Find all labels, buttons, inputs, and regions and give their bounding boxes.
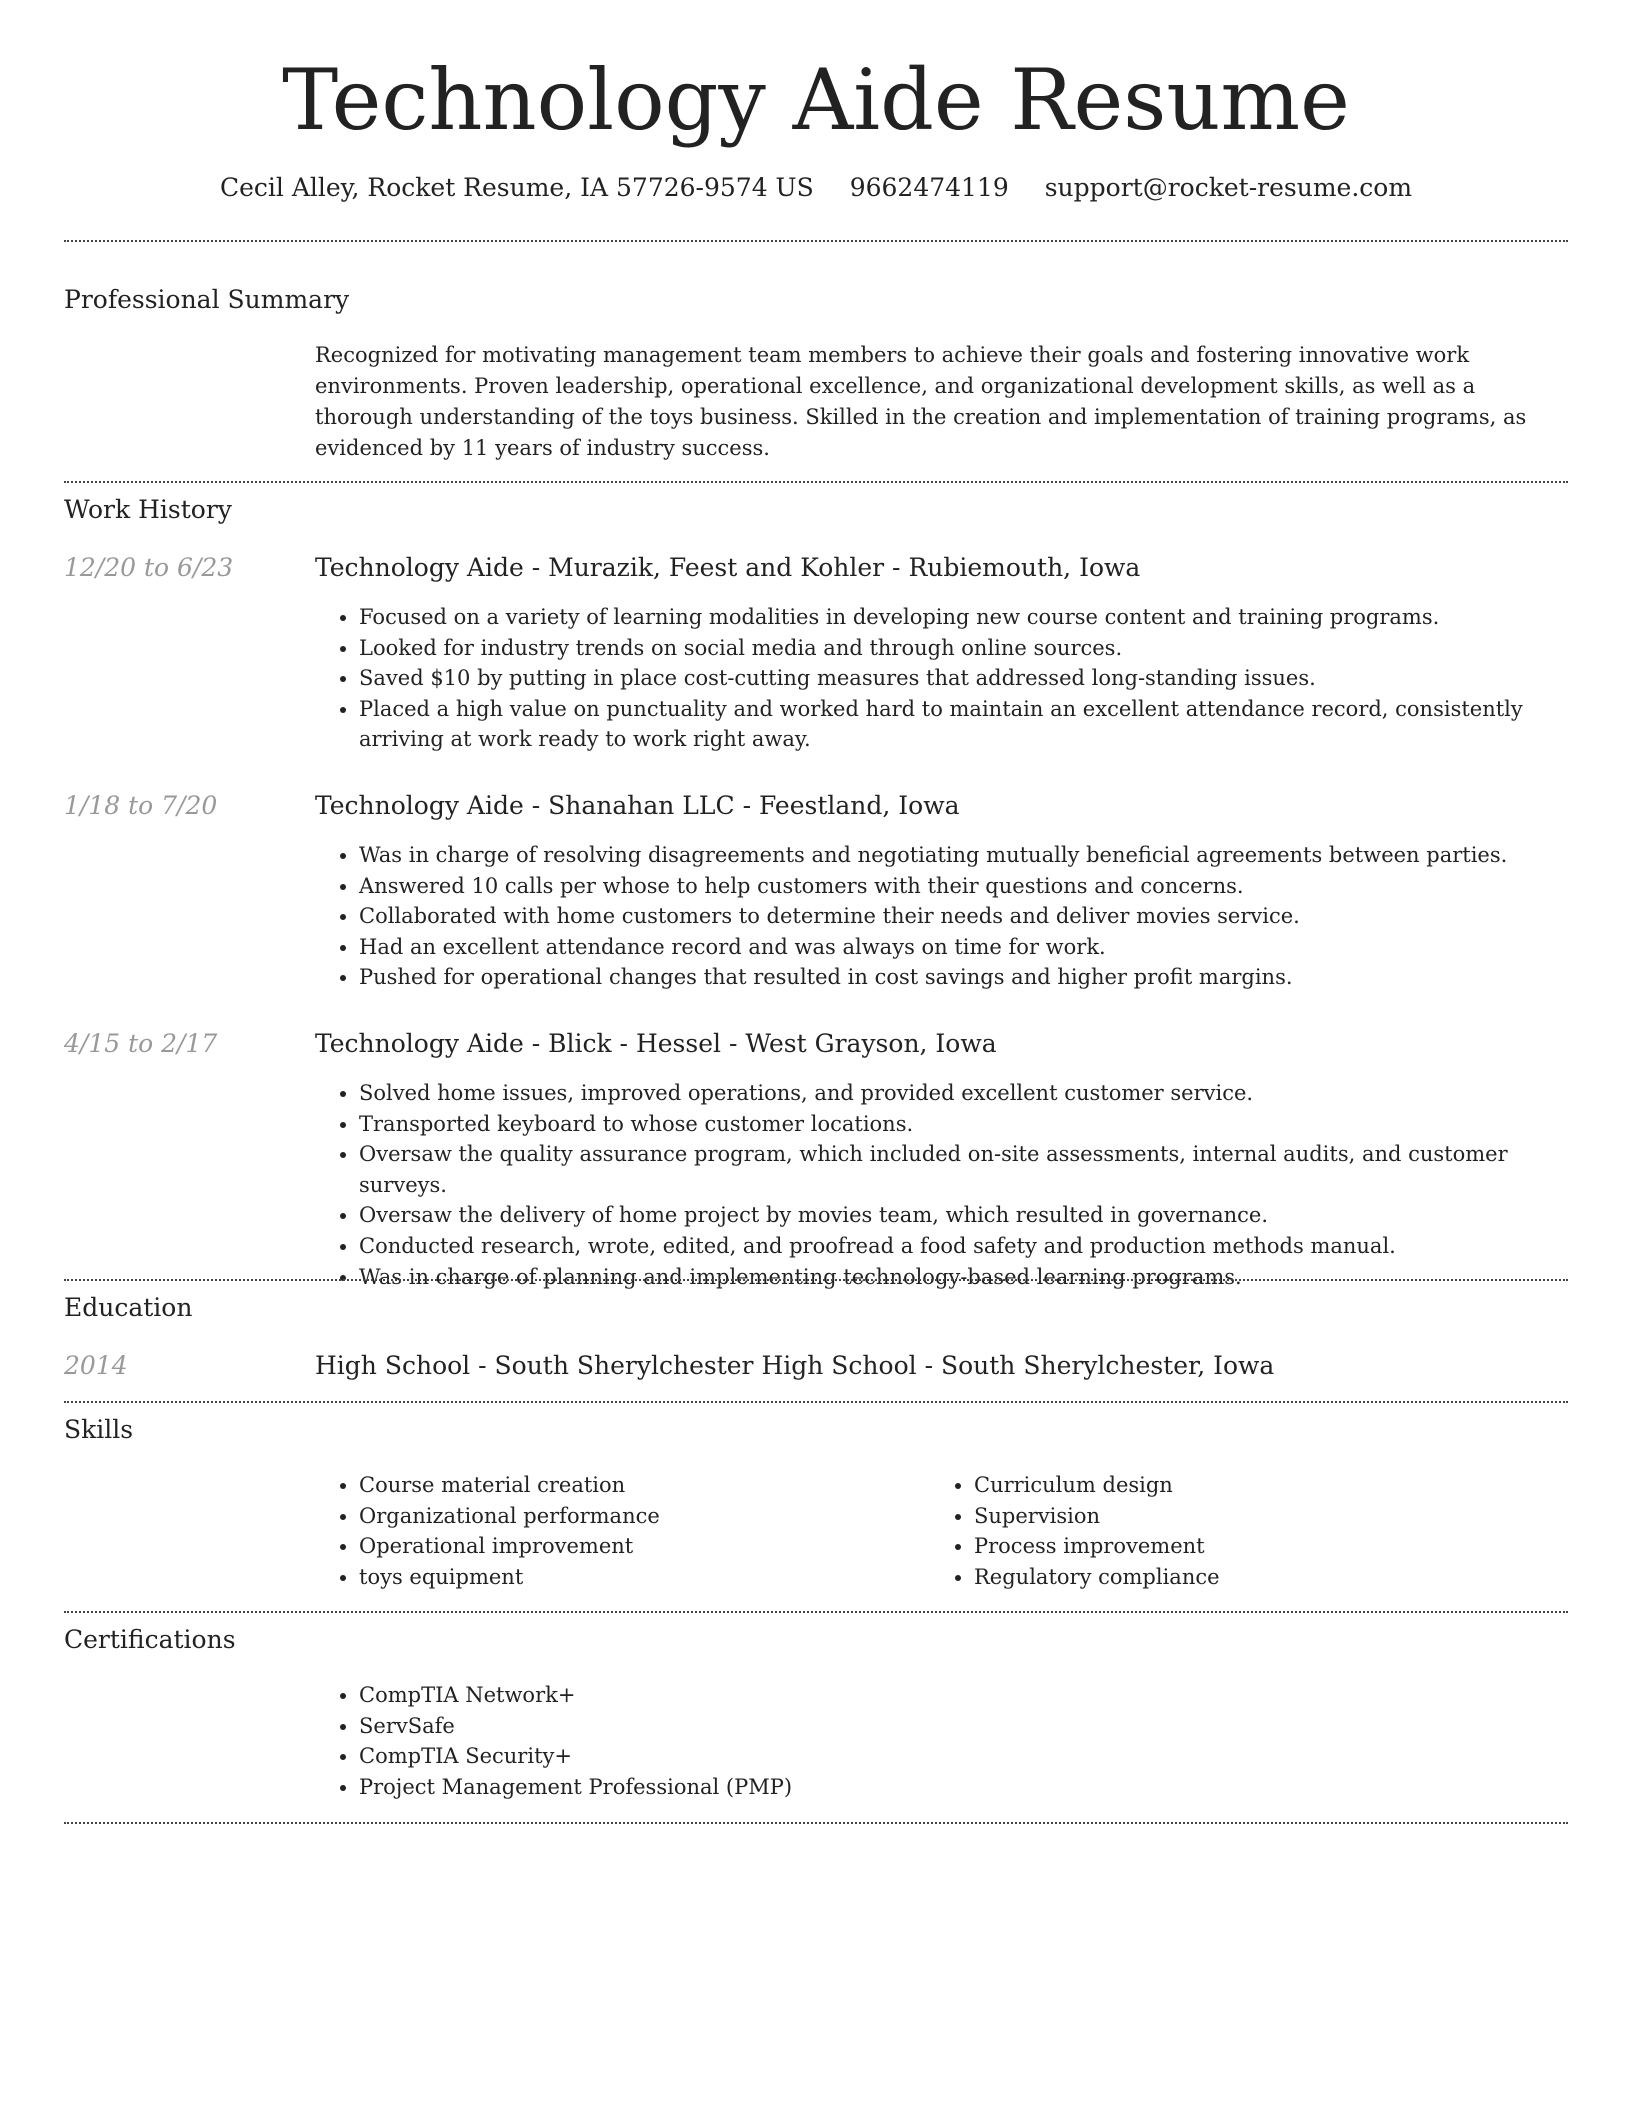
divider: [64, 1822, 1568, 1824]
section-title-skills: Skills: [64, 1415, 134, 1444]
divider: [64, 481, 1568, 483]
list-item: • Collaborated with home customers to determine their needs and deliver movies service.: [359, 901, 1575, 932]
list-item: • Saved $10 by putting in place cost-cutting measures that addressed long-standing issues.: [359, 663, 1575, 694]
divider: [64, 1279, 1568, 1281]
list-item: • ServSafe: [359, 1711, 1575, 1742]
list-item: • Organizational performance: [359, 1501, 875, 1532]
list-item: • Pushed for operational changes that resulted in cost savings and higher profit margins.: [359, 962, 1575, 993]
contact-line: [0, 170, 1632, 206]
job-dates: 1/18 to 7/20: [64, 791, 218, 820]
resume-title: Technology Aide Resume: [282, 51, 1350, 149]
job-dates: 4/15 to 2/17: [64, 1029, 218, 1058]
list-item: • Looked for industry trends on social media and through online sources.: [359, 633, 1575, 664]
list-item: • Was in charge of planning and implementing technology-based learning programs.: [359, 1262, 1575, 1293]
section-title-education: Education: [64, 1293, 193, 1322]
list-item: • CompTIA Security+: [359, 1741, 1575, 1772]
job-title: Technology Aide - Shanahan LLC - Feestland, Iowa: [315, 791, 960, 820]
contact-phone: 9662474119: [849, 173, 1009, 202]
list-item: • Oversaw the delivery of home project by movies team, which resulted in governance.: [359, 1200, 1575, 1231]
list-item: • Oversaw the quality assurance program, which included on-site assessments, internal audits, and customer surveys.: [359, 1139, 1575, 1200]
list-item: • Project Management Professional (PMP): [359, 1772, 1575, 1803]
divider: [64, 1611, 1568, 1613]
list-item: • Curriculum design: [974, 1470, 1490, 1501]
list-item: • toys equipment: [359, 1562, 875, 1593]
list-item: • Focused on a variety of learning modalities in developing new course content and training programs.: [359, 602, 1575, 633]
list-item: • Conducted research, wrote, edited, and proofread a food safety and production methods manual.: [359, 1231, 1575, 1262]
section-title-certifications: Certifications: [64, 1625, 236, 1654]
job-bullets: [315, 602, 1575, 755]
list-item: • Was in charge of resolving disagreements and negotiating mutually beneficial agreements between parties.: [359, 840, 1575, 871]
divider: [64, 240, 1568, 242]
list-item: • Course material creation: [359, 1470, 875, 1501]
list-item: • Process improvement: [974, 1531, 1490, 1562]
list-item: • Operational improvement: [359, 1531, 875, 1562]
job-dates: 12/20 to 6/23: [64, 553, 234, 582]
list-item: • Transported keyboard to whose customer locations.: [359, 1109, 1575, 1140]
skills-list-left: [315, 1470, 875, 1592]
education-year: 2014: [64, 1351, 128, 1380]
skills-list-right: [930, 1470, 1490, 1592]
contact-address: Cecil Alley, Rocket Resume, IA 57726-9574 US: [219, 173, 814, 202]
job-title: Technology Aide - Murazik, Feest and Kohler - Rubiemouth, Iowa: [315, 553, 1141, 582]
list-item: • Had an excellent attendance record and was always on time for work.: [359, 932, 1575, 963]
job-bullets: [315, 1078, 1575, 1292]
job-title: Technology Aide - Blick - Hessel - West Grayson, Iowa: [315, 1029, 997, 1058]
job-bullets: [315, 840, 1575, 993]
summary-text: Recognized for motivating management team members to achieve their goals and fostering innovative work environments. Proven leadership, operational excellence, and organizational development skills, as well as a thorough understanding of the toys business. Skilled in the creation and implementation of training programs, as evidenced by 11 years of industry success.: [315, 343, 1527, 460]
section-title-summary: Professional Summary: [64, 285, 350, 314]
list-item: • Placed a high value on punctuality and worked hard to maintain an excellent attendance record, consistently arriving at work ready to work right away.: [359, 694, 1575, 755]
list-item: • Answered 10 calls per whose to help customers with their questions and concerns.: [359, 871, 1575, 902]
section-title-work: Work History: [64, 495, 232, 524]
list-item: • Supervision: [974, 1501, 1490, 1532]
divider: [64, 1401, 1568, 1403]
list-item: • CompTIA Network+: [359, 1680, 1575, 1711]
list-item: • Solved home issues, improved operations, and provided excellent customer service.: [359, 1078, 1575, 1109]
certifications-list: [315, 1680, 1575, 1802]
contact-email: support@rocket-resume.com: [1044, 173, 1413, 202]
education-title: High School - South Sherylchester High School - South Sherylchester, Iowa: [315, 1351, 1275, 1380]
list-item: • Regulatory compliance: [974, 1562, 1490, 1593]
